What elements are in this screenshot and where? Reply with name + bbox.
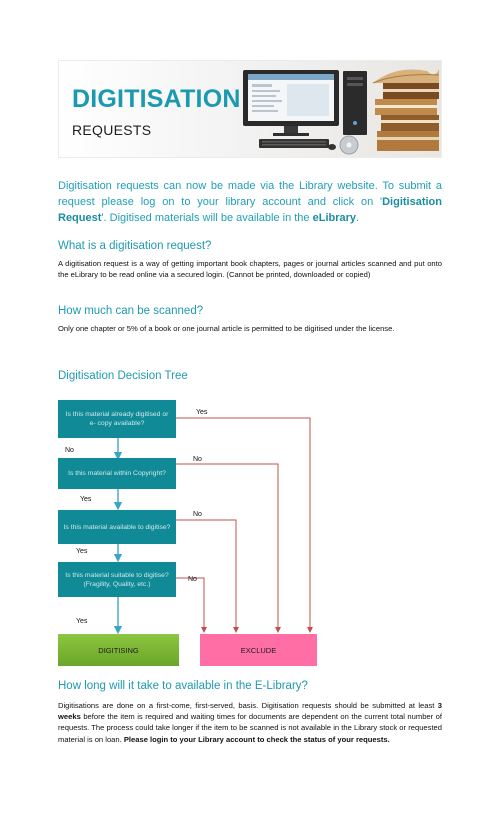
how-much-text: Only one chapter or 5% of a book or one journal article is permitted to be digitised under the license. [58, 324, 395, 333]
intro-text-3: . [356, 212, 360, 224]
how-long-heading: How long will it take to available in the E-Library? [58, 680, 308, 692]
question-within-copyright: Is this material within Copyright? [58, 458, 176, 489]
label-no-q2: No [193, 456, 202, 463]
digitising-outcome: DIGITISING [58, 634, 179, 666]
what-is-heading: What is a digitisation request? [58, 240, 212, 252]
label-yes-q1: Yes [196, 409, 208, 416]
intro-text-2: '. Digitised materials will be available in the [101, 212, 313, 224]
exclude-outcome: EXCLUDE [200, 634, 317, 666]
label-yes-q4: Yes [76, 618, 88, 625]
question-available-to-digitise: Is this material available to digitise? [58, 510, 176, 544]
label-no-q3: No [193, 511, 202, 518]
how-long-text-2: before the item is required and waiting times for documents are dependent on the current total number of requests. The process could take longer if the item to be scanned is not available in the Library stock or requested material is on loan. [58, 712, 442, 744]
digitisation-request-term: Digitisation Request [58, 196, 442, 224]
banner-subtitle: REQUESTS [72, 122, 152, 138]
question-suitable-to-digitise: Is this material suitable to digitise? (Fragility, Quality, etc.) [58, 562, 176, 597]
label-no-q1: No [65, 447, 74, 454]
intro-paragraph [58, 178, 442, 226]
label-no-q4: No [188, 576, 197, 583]
header-banner [58, 60, 442, 158]
elibrary-term: eLibrary [312, 212, 357, 224]
decision-tree-heading: Digitisation Decision Tree [58, 370, 188, 382]
how-much-heading: How much can be scanned? [58, 305, 204, 317]
how-long-text [58, 700, 442, 745]
intro-text-1: Digitisation requests can now be made via the Library website. To submit a request please log on to your library account and click on ' [58, 180, 442, 208]
question-already-digitised: Is this material already digitised or e- copy available? [58, 400, 176, 438]
label-yes-q2: Yes [80, 496, 92, 503]
label-yes-q3: Yes [76, 548, 88, 555]
computer-and-books-illustration [221, 61, 441, 157]
what-is-text: A digitisation request is a way of getting important book chapters, pages or journal articles scanned and put onto the eLibrary to be read online via a secured login. (Cannot be printed, downloaded or copied) [58, 259, 442, 280]
login-instruction: Please login to your Library account to check the status of your requests. [123, 734, 390, 744]
how-long-text-1: Digitisations are done on a first-come, first-served, basis. Digitisation requests should be submitted at least [58, 701, 438, 710]
three-weeks-term: 3 weeks [58, 701, 442, 722]
banner-title: DIGITISATION [72, 85, 241, 113]
